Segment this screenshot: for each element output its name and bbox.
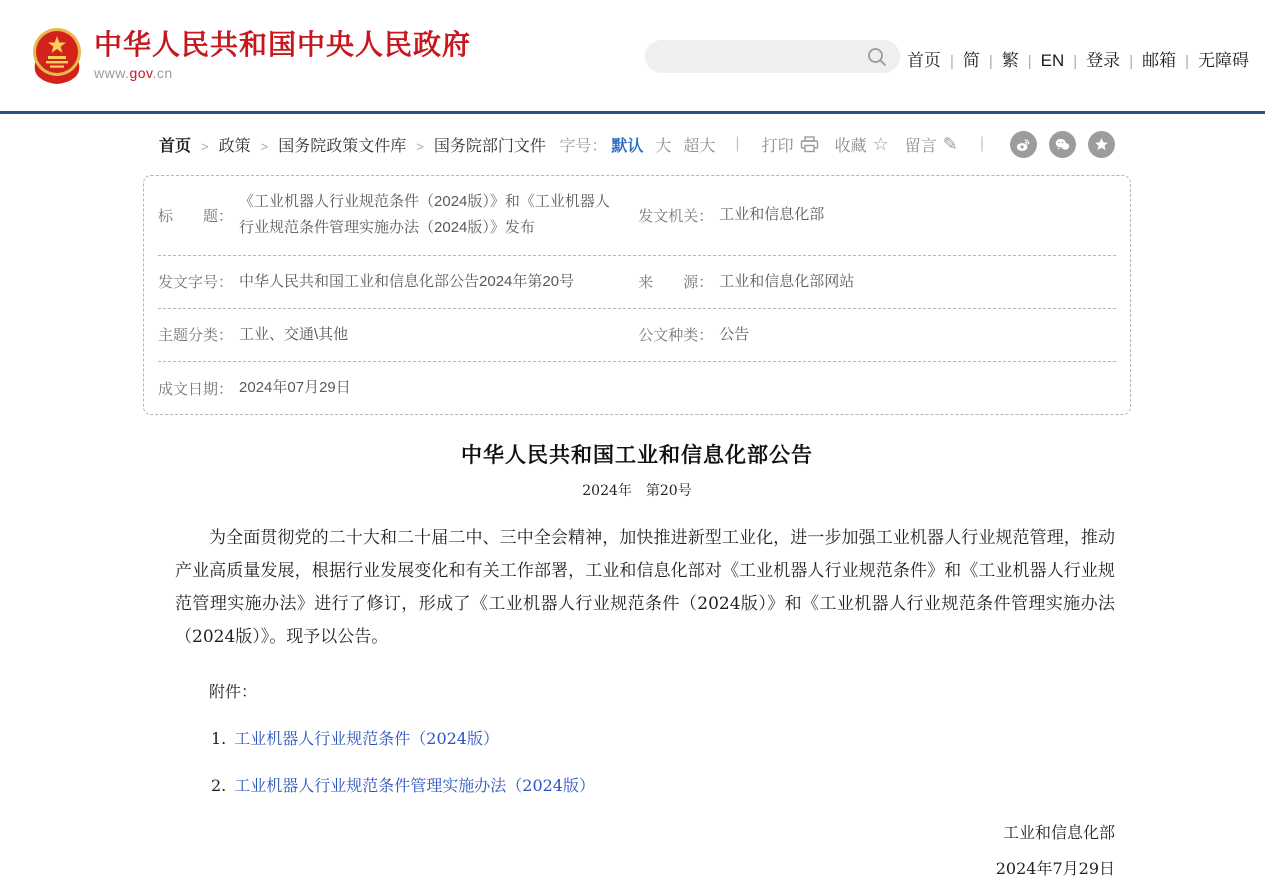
signature-block xyxy=(143,820,1131,879)
attachment-number: 1. xyxy=(211,729,227,749)
nav-separator: | xyxy=(949,53,954,70)
meta-label-category: 主题分类： xyxy=(158,327,234,345)
meta-label-title: 标 题： xyxy=(158,207,234,225)
article-body xyxy=(143,522,1131,654)
nav-traditional[interactable]: 繁 xyxy=(1001,51,1019,70)
document-meta-table xyxy=(143,175,1131,415)
header-divider xyxy=(0,111,1265,114)
attachment-number: 2. xyxy=(211,776,227,796)
star-outline-icon: ☆ xyxy=(872,133,889,154)
attachment-item xyxy=(211,773,1131,796)
nav-home[interactable]: 首页 xyxy=(906,51,941,70)
meta-value-doctype: 公告 xyxy=(719,325,750,343)
toolbar-separator: | xyxy=(735,135,740,152)
article-paragraph: 为全面贯彻党的二十大和二十届二中、三中全会精神，加快推进新型工业化，进一步加强工业机器人行业规范管理，推动产业高质量发展，根据行业发展变化和有关工作部署，工业和信息化部对《工业机器人行业规范条件》和《工业机器人行业规范管理实施办法》进行了修订，形成了《工业机器人行业规范条件（2024版）》和《工业机器人行业规范条件管理实施办法（2024版）》。现予以公告。 xyxy=(175,528,1115,648)
breadcrumb-dept-documents[interactable]: 国务院部门文件 xyxy=(433,137,546,155)
breadcrumb xyxy=(159,133,546,156)
meta-value-docnumber: 中华人民共和国工业和信息化部公告2024年第20号 xyxy=(239,272,575,290)
top-nav xyxy=(905,46,1251,71)
nav-simplified[interactable]: 简 xyxy=(962,51,980,70)
nav-english[interactable]: EN xyxy=(1040,51,1065,70)
signature-date: 2024年7月29日 xyxy=(995,859,1115,879)
attachment-link-1[interactable]: 工业机器人行业规范条件（2024版） xyxy=(234,729,499,749)
site-header xyxy=(0,0,1265,111)
fontsize-large-button[interactable]: 大 xyxy=(655,137,672,155)
meta-label-date: 成文日期： xyxy=(158,380,234,398)
meta-row-date xyxy=(158,362,1116,414)
national-emblem-icon xyxy=(30,26,84,86)
site-title[interactable]: 中华人民共和国中央人民政府 xyxy=(94,29,472,61)
breadcrumb-policy[interactable]: 政策 xyxy=(218,137,251,155)
search-input[interactable] xyxy=(645,49,866,65)
toolbar-separator: | xyxy=(979,135,984,152)
meta-row-docnumber xyxy=(158,256,1116,309)
share-wechat-icon[interactable] xyxy=(1049,131,1076,158)
article-issue-number: 2024年 第20号 xyxy=(582,483,692,500)
meta-label-doctype: 公文种类： xyxy=(638,327,714,345)
share-weibo-icon[interactable] xyxy=(1010,131,1037,158)
fontsize-label: 字号： xyxy=(559,137,608,155)
site-url[interactable] xyxy=(94,65,471,81)
site-url-www: www. xyxy=(94,64,130,81)
search-box[interactable] xyxy=(645,40,900,73)
nav-separator: | xyxy=(988,53,993,70)
article xyxy=(143,439,1131,879)
meta-label-docnumber: 发文字号： xyxy=(158,274,234,292)
pencil-icon: ✎ xyxy=(942,133,958,154)
nav-mail[interactable]: 邮箱 xyxy=(1142,51,1177,70)
meta-value-issuing-agency: 工业和信息化部 xyxy=(719,206,825,224)
content-column xyxy=(143,128,1131,879)
meta-row-category xyxy=(158,309,1116,362)
attachments-list xyxy=(143,726,1131,796)
meta-label-source: 来 源： xyxy=(638,274,714,292)
crumb-toolbar-row xyxy=(143,128,1131,160)
meta-value-title: 《工业机器人行业规范条件（2024版）》和《工业机器人行业规范条件管理实施办法（2024版）》发布 xyxy=(239,193,610,237)
meta-value-category: 工业、交通\其他 xyxy=(239,325,349,343)
chevron-right-icon: > xyxy=(260,138,269,154)
nav-separator: | xyxy=(1027,53,1032,70)
breadcrumb-policy-library[interactable]: 国务院政策文件库 xyxy=(278,137,407,155)
breadcrumb-home[interactable]: 首页 xyxy=(159,137,192,155)
attachments-label: 附件： xyxy=(209,682,258,702)
chevron-right-icon: > xyxy=(201,138,209,154)
comment-button[interactable]: 留言 ✎ xyxy=(904,133,958,155)
nav-separator: | xyxy=(1129,53,1134,70)
meta-row-title xyxy=(158,176,1116,256)
meta-label-issuing-agency: 发文机关： xyxy=(638,207,714,225)
search-icon[interactable] xyxy=(866,46,888,68)
site-url-gov: gov xyxy=(129,64,153,81)
nav-accessibility[interactable]: 无障碍 xyxy=(1198,51,1249,70)
fontsize-xlarge-button[interactable]: 超大 xyxy=(683,137,716,155)
share-qzone-star-icon[interactable] xyxy=(1088,131,1115,158)
print-button[interactable]: 打印 xyxy=(762,133,819,156)
toolbar xyxy=(559,131,1115,158)
chevron-right-icon: > xyxy=(416,138,424,154)
printer-icon xyxy=(800,136,819,153)
nav-separator: | xyxy=(1185,53,1189,70)
meta-value-date: 2024年07月29日 xyxy=(239,379,351,396)
site-identity xyxy=(94,30,471,81)
attachment-item xyxy=(211,726,1131,749)
attachment-link-2[interactable]: 工业机器人行业规范条件管理实施办法（2024版） xyxy=(234,776,595,796)
fontsize-default-button[interactable]: 默认 xyxy=(611,137,644,155)
nav-separator: | xyxy=(1073,53,1078,70)
site-logo[interactable] xyxy=(30,26,471,86)
favorite-button[interactable]: 收藏 ☆ xyxy=(834,133,889,155)
article-title: 中华人民共和国工业和信息化部公告 xyxy=(461,442,813,468)
meta-value-source: 工业和信息化部网站 xyxy=(719,272,855,290)
nav-login[interactable]: 登录 xyxy=(1086,51,1121,70)
site-url-cn: .cn xyxy=(152,64,173,81)
signature-organization: 工业和信息化部 xyxy=(1002,823,1115,843)
